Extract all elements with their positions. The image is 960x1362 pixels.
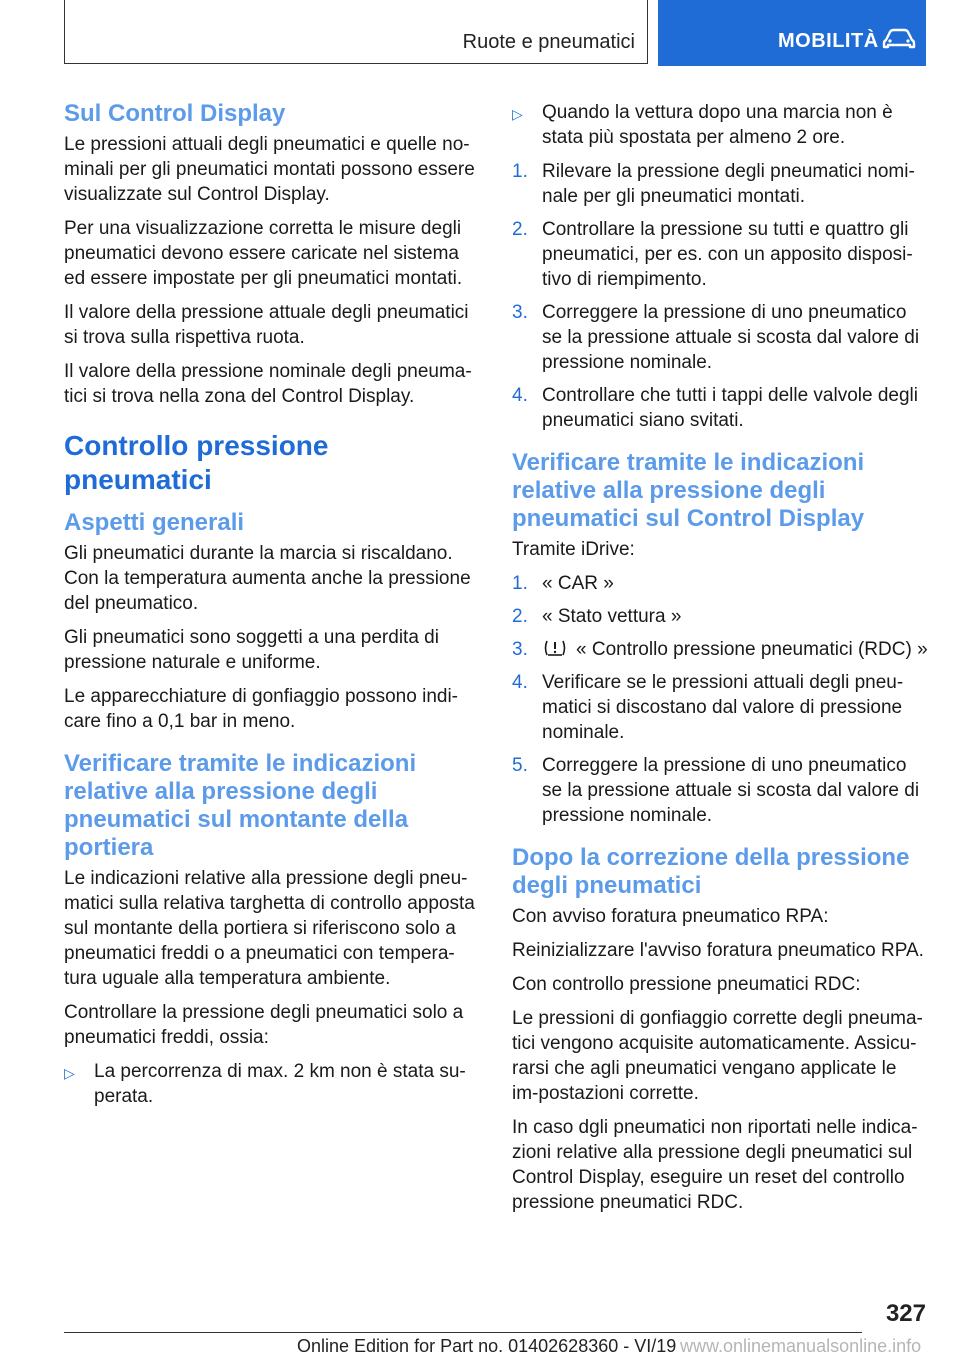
list-item: 4. Verificare se le pressioni attuali degli pneu-matici si discostano dal valore di pressione nominale. [512, 672, 904, 743]
paragraph: Le pressioni di gonfiaggio corrette degli pneuma-tici vengono acquisite automaticamente. Assicu-rarsi che agli pneumatici vengano applicate le im-postazioni corrette. [512, 1008, 923, 1104]
left-column [64, 100, 480, 1118]
paragraph: Le indicazioni relative alla pressione degli pneu-matici sulla relativa targhetta di controllo apposta sul montante della portiera si riferiscono solo a pneumatici freddi o a pneumatici con tempera-tura uguale alla temperatura ambiente. [64, 868, 475, 989]
heading-verificare-control-display: Verificare tramite le indicazioni relative alla pressione degli pneumatici sul Control Display [512, 449, 865, 532]
list-item: 1. « CAR » [512, 573, 614, 594]
paragraph: Con avviso foratura pneumatico RPA: [512, 906, 829, 927]
heading-dopo-correzione: Dopo la correzione della pressione degli pneumatici [512, 844, 910, 899]
heading-controllo-pressione: Controllo pressione pneumatici [64, 430, 329, 495]
paragraph: Tramite iDrive: [512, 539, 635, 560]
list-item: ▷ Quando la vettura dopo una marcia non è stata più spostata per almeno 2 ore. [512, 102, 893, 148]
paragraph: In caso dgli pneumatici non riportati nelle indica-zioni relative alla pressione degli pneumatici sul Control Display, eseguire un reset del controllo pressione pneumatici RDC. [512, 1117, 918, 1213]
chapter-title: MOBILITÀ [778, 30, 879, 52]
paragraph: Le apparecchiature di gonfiaggio possono indi-care fino a 0,1 bar in meno. [64, 686, 458, 732]
tire-pressure-warning-icon [542, 638, 568, 658]
page-header [64, 0, 926, 64]
paragraph: Per una visualizzazione corretta le misure degli pneumatici devono essere caricate nel sistema ed essere impostate per gli pneumatici montati. [64, 218, 463, 289]
list-item: 5. Correggere la pressione di uno pneumatico se la pressione attuale si scosta dal valore di pressione nominale. [512, 755, 920, 826]
paragraph: Gli pneumatici sono soggetti a una perdita di pressione naturale e uniforme. [64, 627, 439, 673]
list-item: 3. « Controllo pressione pneumatici (RDC) » [512, 639, 928, 660]
list-item: ▷ La percorrenza di max. 2 km non è stata su-perata. [64, 1061, 466, 1107]
edition-text: Online Edition for Part no. 01402628360 - VI/19 [297, 1336, 677, 1356]
footer-divider [64, 1332, 862, 1333]
paragraph: Controllare la pressione degli pneumatici solo a pneumatici freddi, ossia: [64, 1002, 464, 1048]
list-item: 3. Correggere la pressione di uno pneumatico se la pressione attuale si scosta dal valore di pressione nominale. [512, 302, 920, 373]
page-number: 327 [885, 1300, 926, 1327]
list-item: 2. Controllare la pressione su tutti e quattro gli pneumatici, per es. con un apposito disposi-tivo di riempimento. [512, 219, 913, 290]
right-column [512, 100, 928, 1224]
triangle-bullet-icon: ▷ [512, 106, 523, 122]
section-title: Ruote e pneumatici [462, 31, 635, 53]
paragraph: Il valore della pressione nominale degli pneuma-tici si trova nella zona del Control Display. [64, 361, 472, 407]
paragraph: Le pressioni attuali degli pneumatici e quelle no-minali per gli pneumatici montati possono essere visualizzate sul Control Display. [64, 134, 475, 205]
paragraph: Con controllo pressione pneumatici RDC: [512, 974, 861, 995]
paragraph: Gli pneumatici durante la marcia si riscaldano. Con la temperatura aumenta anche la pressione del pneumatico. [64, 543, 471, 614]
list-item: 4. Controllare che tutti i tappi delle valvole degli pneumatici siano svitati. [512, 385, 918, 431]
section-tab [64, 0, 648, 64]
paragraph: Reinizializzare l'avviso foratura pneumatico RPA. [512, 940, 924, 961]
heading-control-display: Sul Control Display [64, 100, 286, 127]
bullet-list [512, 100, 928, 150]
bullet-list [64, 1059, 480, 1109]
heading-aspetti-generali: Aspetti generali [64, 509, 245, 536]
heading-montante-portiera: Verificare tramite le indicazioni relative alla pressione degli pneumatici sul montante della portiera [64, 750, 417, 861]
steps-list [512, 571, 928, 828]
car-icon [882, 28, 916, 50]
watermark: www.onlinemanualsonline.info [680, 1336, 922, 1356]
steps-list [512, 159, 928, 433]
list-item: 2. « Stato vettura » [512, 606, 682, 627]
paragraph: Il valore della pressione attuale degli pneumatici si trova sulla rispettiva ruota. [64, 302, 469, 348]
list-item: 1. Rilevare la pressione degli pneumatici nomi-nale per gli pneumatici montati. [512, 161, 915, 207]
chapter-tab [658, 0, 926, 66]
triangle-bullet-icon: ▷ [64, 1065, 75, 1081]
